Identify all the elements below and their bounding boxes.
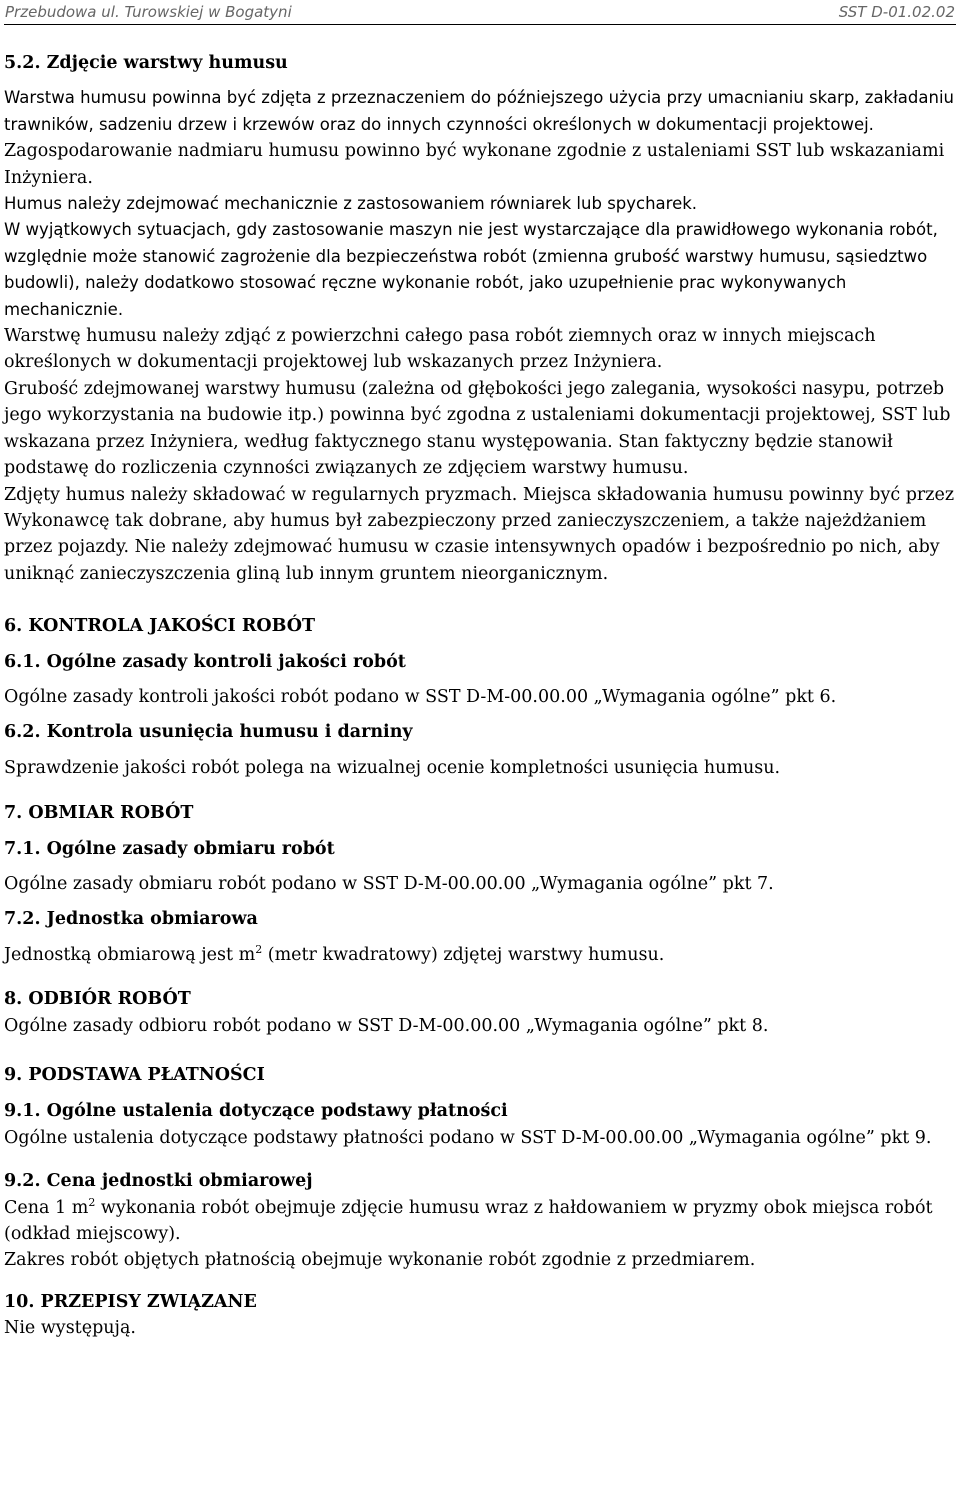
paragraph-5-2-2: Humus należy zdejmować mechanicznie z zastosowaniem równiarek lub spycharek. — [4, 194, 698, 214]
heading-7: 7. OBMIAR ROBÓT — [4, 803, 194, 824]
paragraph-9-2b: wykonania robót obejmuje zdjęcie humusu wraz z hałdowaniem w pryzmy obok miejsca robót (odkład miejscowy). — [4, 1197, 933, 1245]
paragraph-10: Nie występują. — [4, 1318, 136, 1339]
paragraph-5-2-6: Zdjęty humus należy składować w regularnych pryzmach. Miejsca składowania humusu powinny być przez Wykonawcę tak dobrane, aby humus był zabezpieczony przed zanieczyszczeniem, a także najeżdżaniem przez pojazdy. Nie należy zdejmować humusu w czasie intensywnych opadów i bezpośrednio po nich, aby uniknąć zanieczyszczenia gliną lub innym gruntem nieorganicznym. — [4, 484, 955, 584]
paragraph-5-2-3: W wyjątkowych sytuacjach, gdy zastosowanie maszyn nie jest wystarczające dla prawidłowego wykonania robót, względnie może stanowić zagrożenie dla bezpieczeństwa robót (zmienna grubość warstwy humusu, sąsiedztwo budowli), należy dodatkowo stosować ręczne wykonanie robót, jako uzupełnienie prac wykonywanych mechanicznie. — [4, 220, 938, 319]
heading-9-2: 9.2. Cena jednostki obmiarowej — [4, 1171, 313, 1192]
paragraph-9-2-scope: Zakres robót objętych płatnością obejmuje wykonanie robót zgodnie z przedmiarem. — [4, 1250, 756, 1271]
paragraph-7-2 — [4, 942, 956, 968]
paragraph-5-2-1b: Zagospodarowanie nadmiaru humusu powinno być wykonane zgodnie z ustaleniami SST lub wskazaniami Inżyniera. — [4, 141, 945, 188]
document-body — [4, 50, 956, 1342]
paragraph-9-2 — [4, 1195, 956, 1248]
heading-5-2: 5.2. Zdjęcie warstwy humusu — [4, 53, 288, 73]
heading-7-2: 7.2. Jednostka obmiarowa — [4, 909, 258, 930]
paragraph-7-2a: Jednostką obmiarową jest m — [4, 944, 256, 965]
heading-6-1: 6.1. Ogólne zasady kontroli jakości robót — [4, 651, 406, 672]
page-header — [4, 0, 956, 25]
paragraph-5-2-1a: Warstwa humusu powinna być zdjęta z przeznaczeniem do późniejszego użycia przy umacnianiu skarp, zakładaniu trawników, sadzeniu drzew i krzewów oraz do innych czynności określonych w dokumentacji projektowej. — [4, 88, 954, 134]
superscript-2-b: 2 — [88, 1195, 96, 1209]
heading-10: 10. PRZEPISY ZWIĄZANE — [4, 1291, 257, 1312]
heading-9-1: 9.1. Ogólne ustalenia dotyczące podstawy płatności — [4, 1101, 508, 1122]
paragraph-5-2-1 — [4, 85, 956, 191]
heading-7-1: 7.1. Ogólne zasady obmiaru robót — [4, 838, 335, 859]
header-project-title: Przebudowa ul. Turowskiej w Bogatyni — [5, 3, 292, 21]
paragraph-5-2-4: Warstwę humusu należy zdjąć z powierzchni całego pasa robót ziemnych oraz w innych miejscach określonych w dokumentacji projektowej lub wskazanych przez Inżyniera. — [4, 326, 876, 373]
paragraph-7-1: Ogólne zasady obmiaru robót podano w SST D-M-00.00.00 „Wymagania ogólne” pkt 7. — [4, 873, 774, 894]
paragraph-6-2: Sprawdzenie jakości robót polega na wizualnej ocenie kompletności usunięcia humusu. — [4, 757, 781, 778]
paragraph-7-2b: (metr kwadratowy) zdjętej warstwy humusu. — [262, 944, 665, 965]
heading-6: 6. KONTROLA JAKOŚCI ROBÓT — [4, 616, 315, 637]
paragraph-9-1: Ogólne ustalenia dotyczące podstawy płatności podano w SST D-M-00.00.00 „Wymagania ogólne” pkt 9. — [4, 1127, 932, 1148]
paragraph-5-2-5: Grubość zdejmowanej warstwy humusu (zależna od głębokości jego zalegania, wysokości nasypu, potrzeb jego wykorzystania na budowie itp.) powinna być zgodna z ustaleniami dokumentacji projektowej, SST lub wskazana przez Inżyniera, według faktycznego stanu występowania. Stan faktyczny będzie stanowił podstawę do rozliczenia czynności związanych ze zdjęciem warstwy humusu. — [4, 378, 951, 479]
superscript-2: 2 — [255, 942, 263, 956]
heading-6-2: 6.2. Kontrola usunięcia humusu i darniny — [4, 722, 413, 743]
header-spec-code: SST D-01.02.02 — [838, 3, 955, 21]
paragraph-6-1: Ogólne zasady kontroli jakości robót podano w SST D-M-00.00.00 „Wymagania ogólne” pkt 6. — [4, 686, 837, 707]
heading-9: 9. PODSTAWA PŁATNOŚCI — [4, 1065, 265, 1085]
paragraph-9-2a: Cena 1 m — [4, 1197, 89, 1218]
paragraph-8: Ogólne zasady odbioru robót podano w SST D-M-00.00.00 „Wymagania ogólne” pkt 8. — [4, 1015, 769, 1036]
heading-8: 8. ODBIÓR ROBÓT — [4, 989, 191, 1010]
